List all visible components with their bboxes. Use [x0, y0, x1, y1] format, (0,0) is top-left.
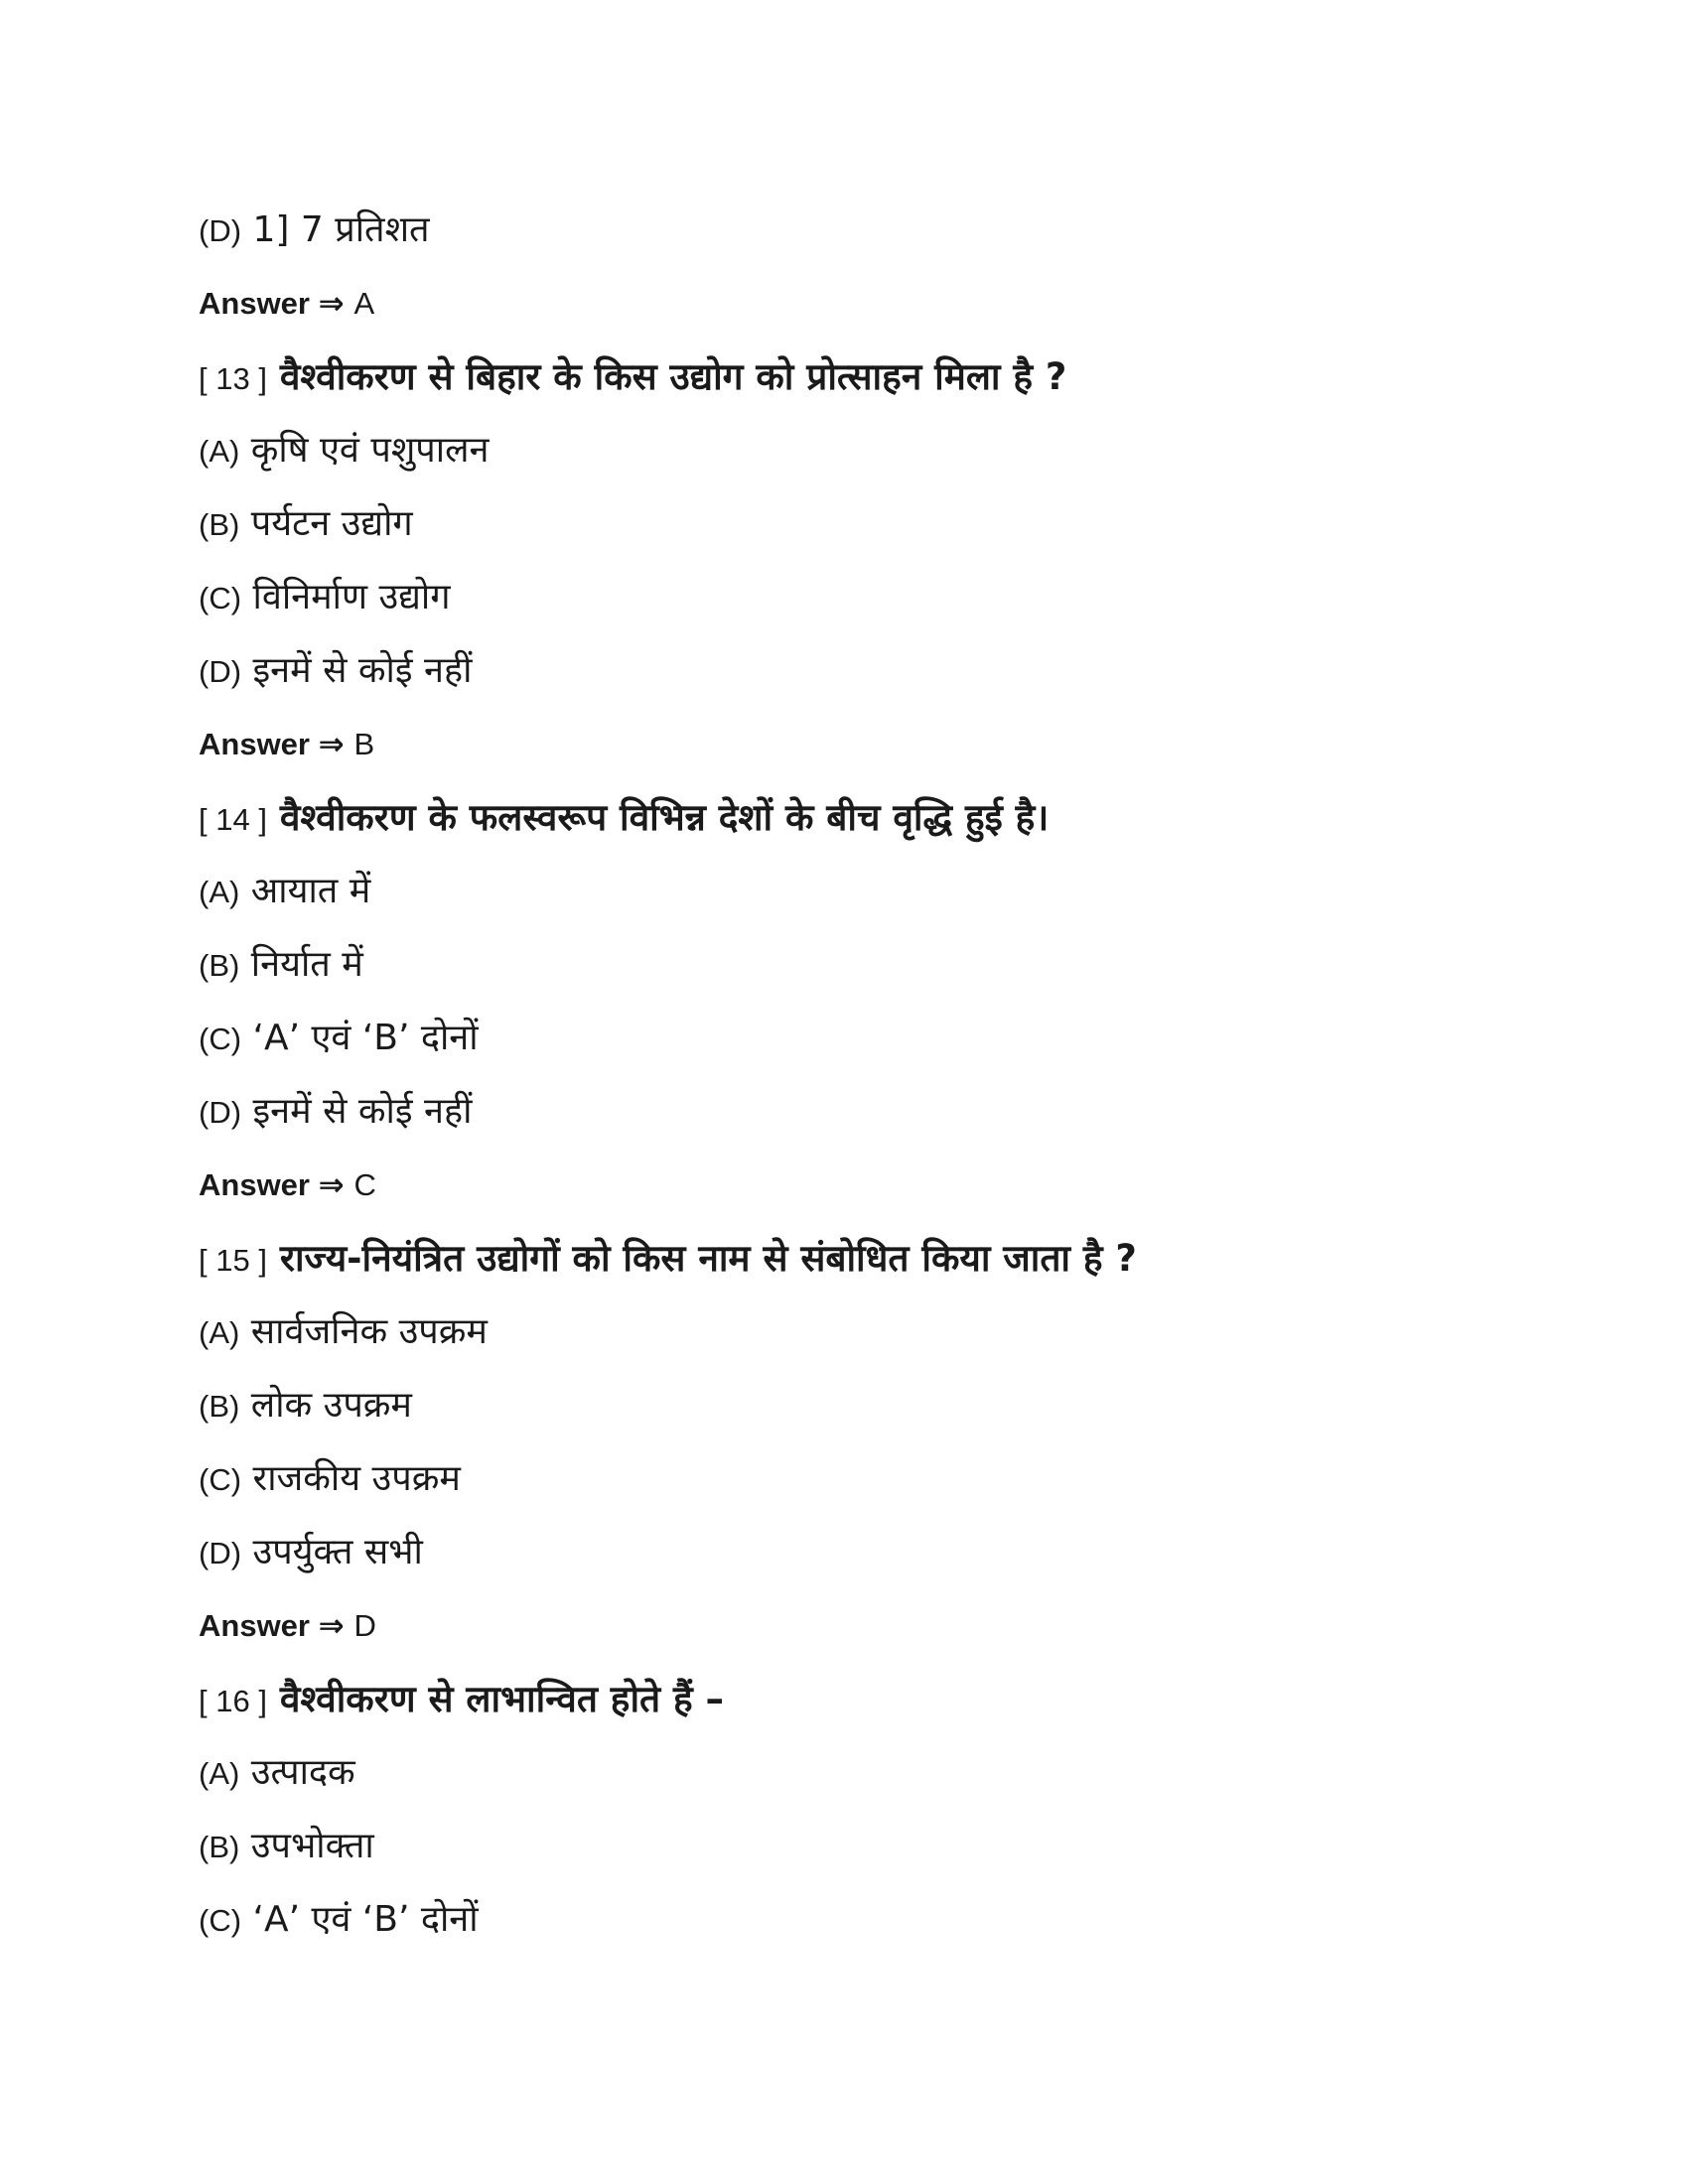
answer-value: A [353, 286, 375, 321]
question-number: [ 13 ] [199, 361, 267, 396]
answer-value: C [353, 1167, 376, 1202]
answer-option [199, 487, 1489, 561]
question-number: [ 14 ] [199, 802, 267, 837]
document-page [199, 194, 1489, 1957]
answer-line [199, 1589, 1489, 1663]
answer-label: Answer ⇒ [199, 1167, 345, 1202]
answer-option [199, 1442, 1489, 1516]
option-text: आयात में [250, 871, 371, 911]
option-prefix: (D) [199, 1095, 242, 1130]
answer-option [199, 1883, 1489, 1957]
answer-option [199, 928, 1489, 1002]
option-prefix: (B) [199, 948, 240, 983]
option-prefix: (A) [199, 434, 240, 469]
question-list [199, 194, 1489, 1957]
answer-line [199, 1149, 1489, 1222]
answer-option [199, 1075, 1489, 1149]
option-text: इनमें से कोई नहीं [252, 1091, 473, 1132]
question-heading [199, 781, 1489, 855]
option-prefix: (B) [199, 1830, 240, 1864]
answer-label: Answer ⇒ [199, 727, 345, 761]
question-text: वैश्वीकरण से बिहार के किस उद्योग को प्रोत्साहन मिला है ? [279, 355, 1067, 398]
answer-option [199, 561, 1489, 634]
option-text: निर्यात में [250, 944, 363, 985]
option-text: सार्वजनिक उपक्रम [250, 1311, 488, 1352]
option-text: लोक उपक्रम [250, 1385, 412, 1426]
answer-line [199, 267, 1489, 341]
question-text: वैश्वीकरण से लाभान्वित होते हैं – [279, 1678, 725, 1720]
answer-option [199, 855, 1489, 928]
answer-option [199, 1516, 1489, 1589]
answer-option [199, 1002, 1489, 1075]
option-prefix: (B) [199, 1389, 240, 1424]
answer-option [199, 1296, 1489, 1369]
question-text: वैश्वीकरण के फलस्वरूप विभिन्न देशों के बीच वृद्धि हुई है। [279, 796, 1050, 839]
option-text: 1] 7 प्रतिशत [252, 209, 430, 250]
question-number: [ 16 ] [199, 1684, 267, 1718]
answer-option [199, 1736, 1489, 1810]
option-prefix: (D) [199, 654, 242, 689]
option-prefix: (C) [199, 1462, 242, 1497]
option-prefix: (C) [199, 581, 242, 615]
answer-value: B [353, 727, 375, 761]
option-text: राजकीय उपक्रम [252, 1458, 461, 1499]
answer-option [199, 634, 1489, 708]
question-heading [199, 341, 1489, 414]
answer-value: D [353, 1608, 376, 1643]
answer-option [199, 1810, 1489, 1883]
option-prefix: (C) [199, 1022, 242, 1056]
option-prefix: (D) [199, 1536, 242, 1570]
option-prefix: (A) [199, 1315, 240, 1350]
question-heading [199, 1663, 1489, 1736]
answer-option [199, 414, 1489, 487]
option-prefix: (A) [199, 875, 240, 909]
option-text: कृषि एवं पशुपालन [250, 430, 490, 471]
option-prefix: (B) [199, 507, 240, 542]
answer-line [199, 708, 1489, 781]
option-text: पर्यटन उद्योग [250, 503, 413, 544]
answer-option [199, 194, 1489, 267]
option-prefix: (C) [199, 1903, 242, 1938]
question-number: [ 15 ] [199, 1243, 267, 1278]
option-text: इनमें से कोई नहीं [252, 650, 473, 691]
option-text: उत्पादक [250, 1752, 355, 1793]
answer-label: Answer ⇒ [199, 286, 345, 321]
answer-option [199, 1369, 1489, 1442]
option-prefix: (A) [199, 1756, 240, 1791]
option-text: उपभोक्ता [250, 1826, 374, 1866]
question-text: राज्य-नियंत्रित उद्योगों को किस नाम से संबोधित किया जाता है ? [279, 1237, 1137, 1280]
answer-label: Answer ⇒ [199, 1608, 345, 1643]
option-text: उपर्युक्त सभी [252, 1532, 423, 1572]
option-prefix: (D) [199, 213, 242, 248]
option-text: ‘A’ एवं ‘B’ दोनों [252, 1018, 479, 1058]
question-heading [199, 1222, 1489, 1296]
option-text: ‘A’ एवं ‘B’ दोनों [252, 1899, 479, 1940]
option-text: विनिर्माण उद्योग [252, 577, 451, 617]
